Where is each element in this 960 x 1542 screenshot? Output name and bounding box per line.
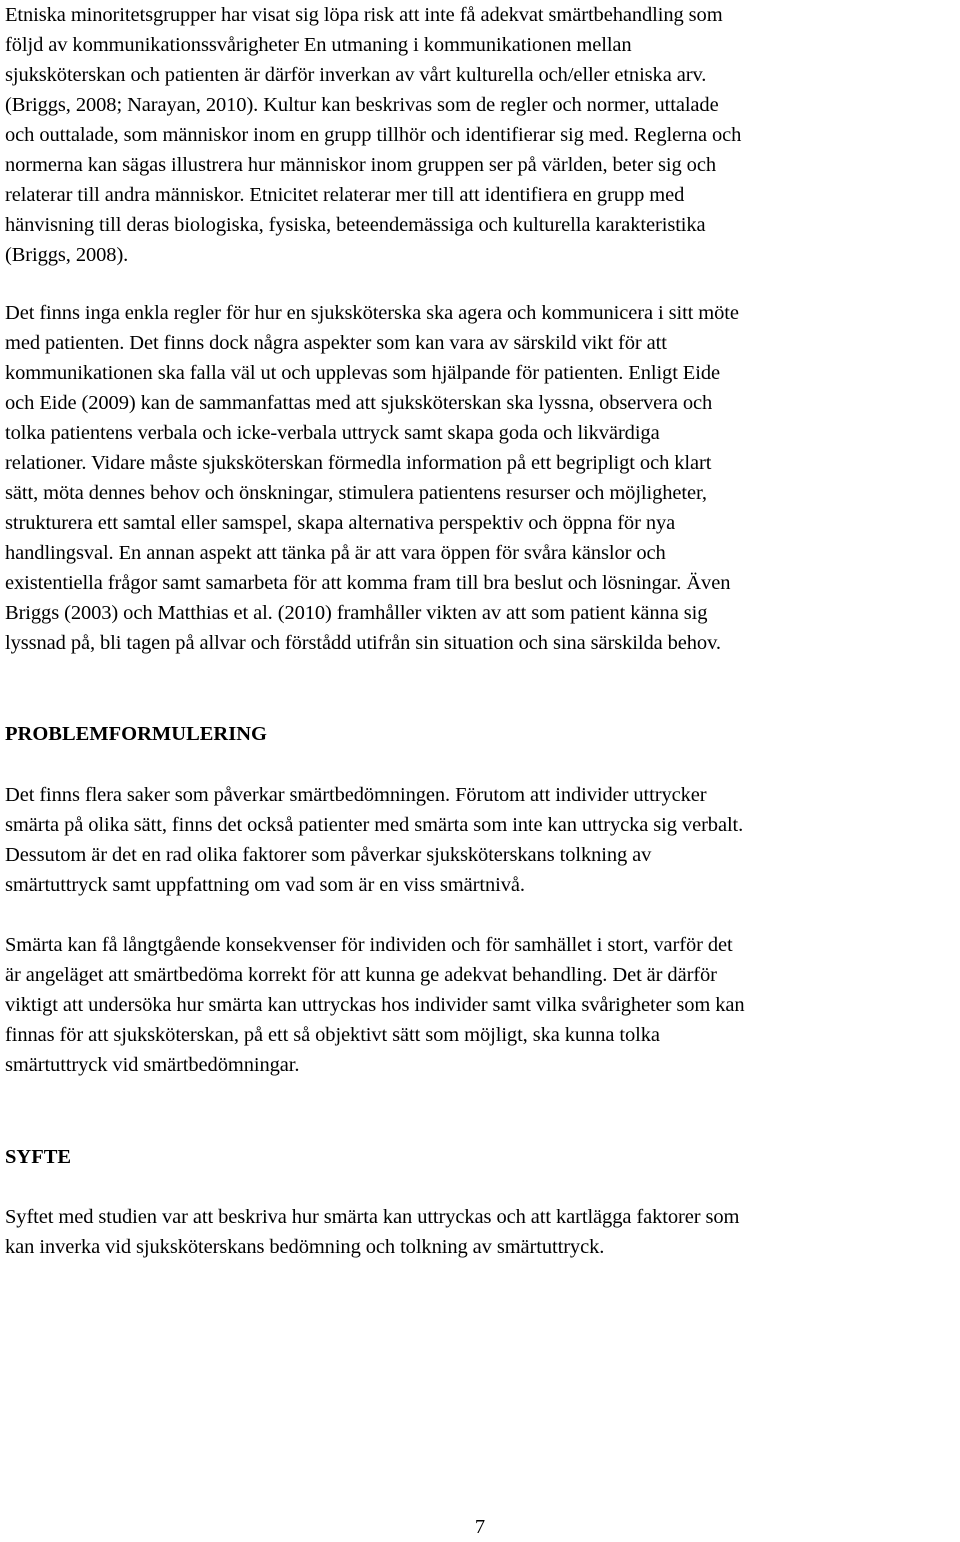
text-line: smärta på olika sätt, finns det också patienter med smärta som inte kan uttrycka sig verbalt. — [5, 814, 744, 836]
text-line: är angeläget att smärtbedöma korrekt för att kunna ge adekvat behandling. Det är därför — [5, 964, 717, 986]
text-line: hänvisning till deras biologiska, fysiska, beteendemässiga och kulturella karakteristika — [5, 214, 706, 236]
text-line: och outtalade, som människor inom en grupp tillhör och identifierar sig med. Reglerna och — [5, 124, 742, 146]
text-line: Briggs (2003) och Matthias et al. (2010) framhåller vikten av att som patient känna sig — [5, 602, 708, 624]
paragraph-aim — [5, 1202, 739, 1262]
text-line: sjuksköterskan och patienten är därför inverkan av vårt kulturella och/eller etniska arv. — [5, 64, 707, 86]
text-line: sätt, möta dennes behov och önskningar, stimulera patientens resurser och möjligheter, — [5, 482, 707, 504]
paragraph-pain-assessment — [5, 780, 743, 900]
text-line: med patienten. Det finns dock några aspekter som kan vara av särskild vikt för att — [5, 332, 667, 354]
section-heading-problemformulering: PROBLEMFORMULERING — [5, 723, 267, 745]
paragraph-communication — [5, 298, 739, 658]
text-line: normerna kan sägas illustrera hur människor inom gruppen ser på världen, beter sig och — [5, 154, 716, 176]
section-heading-syfte: SYFTE — [5, 1146, 72, 1168]
text-line: Smärta kan få långtgående konsekvenser för individen och för samhället i stort, varför det — [5, 934, 733, 956]
text-line: handlingsval. En annan aspekt att tänka på är att vara öppen för svåra känslor och — [5, 542, 666, 564]
text-line: viktigt att undersöka hur smärta kan uttryckas hos individer samt vilka svårigheter som kan — [5, 994, 745, 1016]
text-line: smärtuttryck samt uppfattning om vad som är en viss smärtnivå. — [5, 874, 525, 896]
text-line: finnas för att sjuksköterskan, på ett så objektivt sätt som möjligt, ska kunna tolka — [5, 1024, 660, 1046]
text-line: smärtuttryck vid smärtbedömningar. — [5, 1054, 300, 1076]
text-line: Syftet med studien var att beskriva hur smärta kan uttryckas och att kartlägga faktorer som — [5, 1206, 740, 1228]
text-line: tolka patientens verbala och icke-verbala uttryck samt skapa goda och likvärdiga — [5, 422, 660, 444]
text-line: strukturera ett samtal eller samspel, skapa alternativa perspektiv och öppna för nya — [5, 512, 676, 534]
text-line: Dessutom är det en rad olika faktorer som påverkar sjuksköterskans tolkning av — [5, 844, 652, 866]
text-line: relationer. Vidare måste sjuksköterskan förmedla information på ett begripligt och klart — [5, 452, 712, 474]
page-number: 7 — [474, 1516, 486, 1538]
text-line: Etniska minoritetsgrupper har visat sig löpa risk att inte få adekvat smärtbehandling som — [5, 4, 723, 26]
text-line: och Eide (2009) kan de sammanfattas med att sjuksköterskan ska lyssna, observera och — [5, 392, 713, 414]
paragraph-cultural-background — [5, 0, 741, 270]
text-line: Det finns flera saker som påverkar smärtbedömningen. Förutom att individer uttrycker — [5, 784, 707, 806]
text-line: (Briggs, 2008). — [5, 244, 129, 266]
text-line: kan inverka vid sjuksköterskans bedömning och tolkning av smärtuttryck. — [5, 1236, 605, 1258]
paragraph-pain-consequences — [5, 930, 745, 1080]
text-line: lyssnad på, bli tagen på allvar och förstådd utifrån sin situation och sina särskilda behov. — [5, 632, 721, 654]
text-line: följd av kommunikationssvårigheter En utmaning i kommunikationen mellan — [5, 34, 632, 56]
text-line: kommunikationen ska falla väl ut och upplevas som hjälpande för patienten. Enligt Eide — [5, 362, 720, 384]
text-line: relaterar till andra människor. Etnicitet relaterar mer till att identifiera en grupp med — [5, 184, 685, 206]
text-line: (Briggs, 2008; Narayan, 2010). Kultur kan beskrivas som de regler och normer, uttalade — [5, 94, 719, 116]
text-line: existentiella frågor samt samarbeta för att komma fram till bra beslut och lösningar. Även — [5, 572, 731, 594]
text-line: Det finns inga enkla regler för hur en sjuksköterska ska agera och kommunicera i sitt möte — [5, 302, 739, 324]
